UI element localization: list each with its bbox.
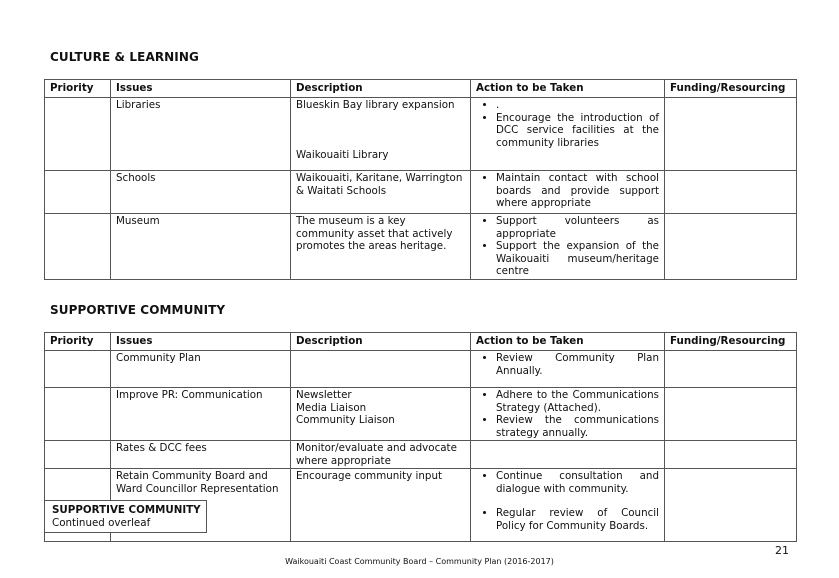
cell-priority (45, 214, 111, 280)
cell-description (291, 171, 471, 214)
header-description: Description (291, 80, 471, 98)
description-line: Community Liaison (296, 414, 395, 426)
cell-actions (471, 351, 665, 388)
section-title-culture-learning: CULTURE & LEARNING (50, 50, 199, 64)
cell-description (291, 214, 471, 280)
table-row (45, 98, 797, 171)
overleaf-title: SUPPORTIVE COMMUNITY (52, 504, 201, 516)
action-item: • Regular review of Council Policy for Community Boards. (496, 507, 659, 532)
table-row (45, 214, 797, 280)
description-line: Waikouaiti Library (296, 148, 389, 161)
description-line: The museum is a key community asset that actively promotes the areas heritage. (296, 215, 453, 252)
section-title-supportive-community: SUPPORTIVE COMMUNITY (50, 303, 226, 317)
cell-issue: Retain Community Board and Ward Councillor Representation (111, 469, 291, 542)
cell-actions (471, 469, 665, 542)
header-funding: Funding/Resourcing (665, 80, 797, 98)
header-priority: Priority (45, 333, 111, 351)
cell-description (291, 441, 471, 469)
page-footer: Waikouaiti Coast Community Board – Community Plan (2016-2017) (285, 557, 554, 566)
overleaf-subtitle: Continued overleaf (52, 516, 151, 529)
header-description: Description (291, 333, 471, 351)
cell-priority (45, 351, 111, 388)
cell-actions (471, 98, 665, 171)
cell-description (291, 388, 471, 441)
description-line: Media Liaison (296, 401, 367, 414)
cell-description (291, 469, 471, 542)
action-item: • Support volunteers as appropriate (496, 215, 659, 240)
description-line: Newsletter (296, 389, 352, 401)
cell-priority (45, 388, 111, 441)
cell-funding (665, 98, 797, 171)
action-item: • Maintain contact with school boards and provide support where appropriate (496, 172, 659, 210)
action-item: • Review Community Plan Annually. (496, 352, 659, 377)
action-item: • Adhere to the Communications Strategy (Attached). (496, 389, 659, 414)
header-action: Action to be Taken (471, 80, 665, 98)
cell-issue: Improve PR: Communication (111, 388, 291, 441)
action-item: • Encourage the introduction of DCC service facilities at the community libraries (496, 112, 659, 150)
table-header-row (45, 333, 797, 351)
page-number: 21 (775, 544, 789, 557)
action-item: • . (496, 99, 659, 112)
cell-actions (471, 214, 665, 280)
cell-funding (665, 388, 797, 441)
table-header-row (45, 80, 797, 98)
header-priority: Priority (45, 80, 111, 98)
cell-issue: Museum (111, 214, 291, 280)
cell-funding (665, 214, 797, 280)
table-row (45, 388, 797, 441)
cell-actions (471, 388, 665, 441)
description-line: Monitor/evaluate and advocate where appropriate (296, 442, 457, 467)
culture-learning-table (44, 79, 797, 280)
cell-description (291, 351, 471, 388)
header-funding: Funding/Resourcing (665, 333, 797, 351)
action-item: • Support the expansion of the Waikouaiti museum/heritage centre (496, 240, 659, 278)
cell-actions (471, 441, 665, 469)
header-issues: Issues (111, 333, 291, 351)
description-line: Waikouaiti, Karitane, Warrington & Waitati Schools (296, 172, 463, 197)
table-row (45, 351, 797, 388)
cell-issue: Schools (111, 171, 291, 214)
cell-priority (45, 171, 111, 214)
continued-overleaf-box (44, 500, 207, 533)
cell-funding (665, 351, 797, 388)
table-row (45, 171, 797, 214)
description-line: Encourage community input (296, 470, 443, 482)
header-action: Action to be Taken (471, 333, 665, 351)
cell-funding (665, 469, 797, 542)
cell-priority (45, 98, 111, 171)
cell-description (291, 98, 471, 171)
header-issues: Issues (111, 80, 291, 98)
cell-funding (665, 171, 797, 214)
action-item: • Continue consultation and dialogue with community. (496, 470, 659, 495)
cell-priority (45, 441, 111, 469)
cell-funding (665, 441, 797, 469)
table-row (45, 441, 797, 469)
cell-issue: Rates & DCC fees (111, 441, 291, 469)
cell-issue: Libraries (111, 98, 291, 171)
action-item: • Review the communications strategy annually. (496, 414, 659, 439)
cell-issue: Community Plan (111, 351, 291, 388)
description-line: Blueskin Bay library expansion (296, 99, 455, 111)
cell-actions (471, 171, 665, 214)
